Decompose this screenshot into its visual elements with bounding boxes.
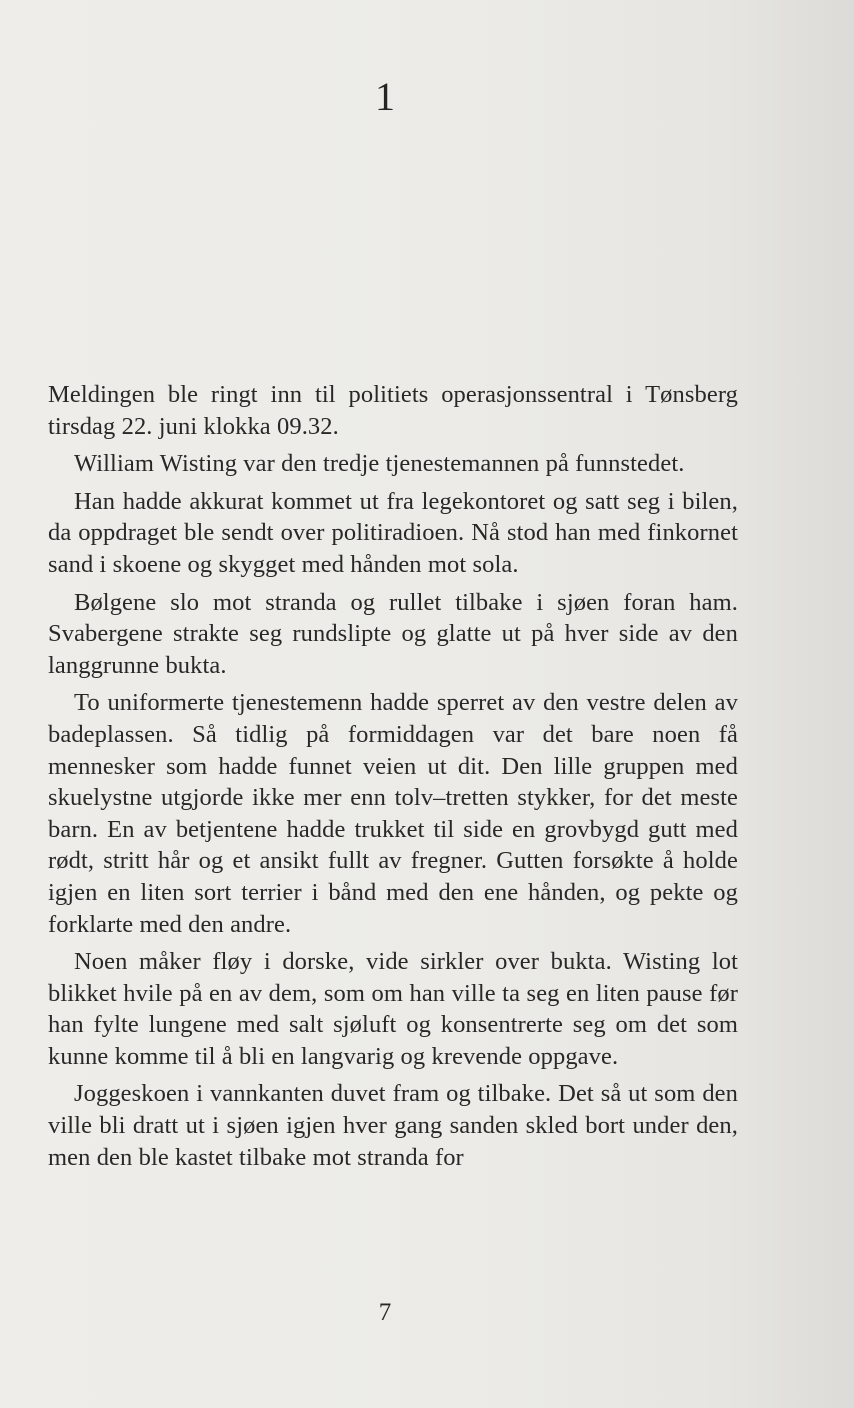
paragraph: Joggeskoen i vannkanten duvet fram og tilbake. Det så ut som den ville bli dratt ut i sjøen igjen hver gang sanden skled bort under den, men den ble kastet tilbake mot stranda for [48,1080,738,1171]
paragraph: To uniformerte tjenestemenn hadde sperret av den vestre delen av badeplassen. Så tidlig på formiddagen var det bare noen få mennesker som hadde funnet veien ut dit. Den lille gruppen med skuelystne utgjorde ikke mer enn tolv–tretten stykker, for det meste barn. En av betjentene hadde trukket til side en grovbygd gutt med rødt, stritt hår og et ansikt fullt av fregner. Gutten forsøkte å holde igjen en liten sort terrier i bånd med den ene hånden, og pekte og forklarte med den andre. [48,689,738,938]
page-number: 7 [378,1299,392,1326]
paragraph: Bølgene slo mot stranda og rullet tilbake i sjøen foran ham. Svabergene strakte seg rundslipte og glatte ut på hver side av den langgrunne bukta. [48,588,738,679]
paragraph: Han hadde akkurat kommet ut fra legekontoret og satt seg i bilen, da oppdraget ble sendt over politiradioen. Nå stod han med finkornet sand i skoene og skygget med hånden mot sola. [48,487,738,578]
paragraph: Meldingen ble ringt inn til politiets operasjonssentral i Tønsberg tirsdag 22. juni klokka 09.32. [48,381,738,440]
paragraph: Noen måker fløy i dorske, vide sirkler over bukta. Wisting lot blikket hvile på en av dem, som om han ville ta seg en liten pause før han fylte lungene med salt sjøluft og konsentrerte seg om det som kunne komme til å bli en langvarig og krevende oppgave. [48,948,738,1070]
chapter-number: 1 [375,74,395,119]
paragraph: William Wisting var den tredje tjenestemannen på funnstedet. [74,450,685,478]
body-text [48,379,738,1179]
